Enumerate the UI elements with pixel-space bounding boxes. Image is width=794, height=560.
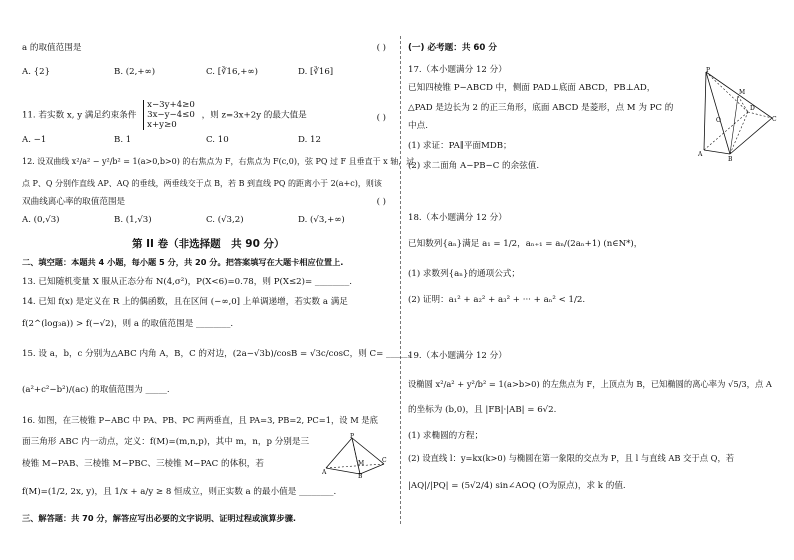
q15-line1: 15. 设 a，b，c 分别为△ABC 内角 A，B，C 的对边，(2a−√3b)/cosB = √3c/cosC，则 C= _____， [22, 349, 417, 359]
q19-part1: (1) 求椭圆的方程； [408, 431, 484, 441]
label-d: D [750, 105, 755, 112]
q16-line4: f(M)=(1/2, 2x, y)，且 1/x + a/y ≥ 8 恒成立，则正实数 a 的最小值是 ________. [22, 487, 337, 497]
label-c: C [772, 116, 777, 123]
label-b: B [728, 156, 733, 162]
label-p: P [350, 433, 355, 440]
question-11: 11. 若实数 x, y 满足约束条件 x−3y+4≥0 3x−y−4≤0 x+y≥0 ，则 z=3x+2y 的最大值是 ( ) [22, 100, 386, 130]
q17-line3: 中点. [408, 121, 428, 131]
label-c: C [382, 457, 387, 464]
q17-line1: 已知四棱锥 P−ABCD 中，侧面 PAD⊥底面 ABCD，PB⊥AD， [408, 83, 656, 93]
q18-line1: 已知数列{aₙ}满足 a₁ = 1/2，aₙ₊₁ = aₙ/(2aₙ+1) (n∈N*)， [408, 239, 643, 249]
pyramid-figure [694, 66, 778, 162]
q16-line1: 16. 如图，在三棱锥 P−ABC 中 PA、PB、PC 两两垂直，且 PA=3, PB=2, PC=1，设 M 是底 [22, 415, 378, 425]
q19-line2: 的坐标为 (b,0)，且 |FB|·|AB| = 6√2. [408, 405, 557, 415]
q14-line1: 14. 已知 f(x) 是定义在 R 上的偶函数，且在区间 (−∞,0] 上单调递增，若实数 a 满足 [22, 297, 348, 307]
column-divider [400, 36, 401, 524]
answer-paren: ( ) [376, 43, 386, 53]
q16-line2: 面三角形 ABC 内一动点，定义：f(M)=(m,n,p)，其中 m，n，p 分别是三 [22, 437, 310, 447]
tetrahedron-figure [322, 432, 388, 478]
label-m: M [739, 89, 746, 96]
fill-section-header: 二、填空题：本题共 4 小题，每小题 5 分，共 20 分。把答案填写在大题卡相应位置上. [22, 257, 344, 267]
solve-section-header: 三、解答题：共 70 分，解答应写出必要的文字说明、证明过程或演算步骤. [22, 513, 297, 523]
q19-part3: |AQ|/|PQ| = (5√2/4) sin∠AOQ (O为原点)，求 k 的值. [408, 481, 626, 491]
q18-part1: (1) 求数列{aₙ}的通项公式； [408, 269, 521, 279]
q19-part2: (2) 设直线 l：y=kx(k>0) 与椭圆在第一象限的交点为 P，且 l 与直线 AB 交于点 Q，若 [408, 453, 735, 463]
q12-line1: 12. 设双曲线 x²/a² − y²/b² = 1(a>0,b>0) 的右焦点为 F，右焦点为 F(c,0)，弦 PQ 过 F 且垂直于 x 轴，过 [22, 157, 415, 166]
q17-heading: 17.（本小题满分 12 分） [408, 65, 507, 75]
q15-line2: (a²+c²−b²)/(ac) 的取值范围为 _____. [22, 385, 170, 395]
required-section-header: (一) 必考题：共 60 分 [408, 43, 497, 53]
q17-part2: (2) 求二面角 A−PB−C 的余弦值. [408, 161, 540, 171]
q19-heading: 19.（本小题满分 12 分） [408, 351, 507, 361]
q18-part2: (2) 证明：a₁² + a₂² + a₃² + ··· + aₙ² < 1/2. [408, 295, 586, 305]
q11-options: A. −1 B. 1 C. 10 D. 12 [22, 135, 321, 145]
label-a: A [322, 469, 327, 476]
question-13: 13. 已知随机变量 X 服从正态分布 N(4,σ²)，P(X<6)=0.78，则 P(X≤2)= ________. [22, 277, 353, 287]
q10-tail: a 的取值范围是 ( ) [22, 43, 386, 53]
label-o: O [716, 117, 721, 124]
q17-part1: (1) 求证：PA∥平面MDB； [408, 141, 512, 151]
q18-heading: 18.（本小题满分 12 分） [408, 213, 507, 223]
q12-line2: 点 P、Q 分别作直线 AP、AQ 的垂线，两垂线交于点 B，若 B 到直线 PQ 的距离小于 2(a+c)，则该 [22, 179, 382, 188]
label-p: P [706, 67, 711, 74]
part-ii-title: 第 II 卷（非选择题 共 90 分） [132, 238, 285, 250]
q17-line2: △PAD 是边长为 2 的正三角形，底面 ABCD 是菱形，点 M 为 PC 的 [408, 103, 674, 113]
q16-line3: 棱锥 M−PAB、三棱锥 M−PBC、三棱锥 M−PAC 的体积，若 [22, 459, 264, 469]
label-b: B [358, 473, 363, 478]
q12-line3: 双曲线离心率的取值范围是 ( ) [22, 197, 386, 207]
label-a: A [698, 151, 703, 158]
q12-options: A. (0,√3) B. (1,√3) C. (√3,2) D. (√3,+∞) [22, 215, 345, 225]
constraint-system: x−3y+4≥0 3x−y−4≤0 x+y≥0 [143, 100, 195, 130]
q10-options: A. {2} B. (2,+∞) C. [∛16,+∞) D. [∛16] [22, 67, 334, 77]
label-m: M [358, 460, 365, 467]
q14-line2: f(2^(log₃a)) > f(−√2)，则 a 的取值范围是 ________. [22, 319, 234, 329]
q19-line1: 设椭圆 x²/a² + y²/b² = 1(a>b>0) 的左焦点为 F，上顶点为 B，已知椭圆的离心率为 √5/3，点 A [408, 379, 772, 389]
